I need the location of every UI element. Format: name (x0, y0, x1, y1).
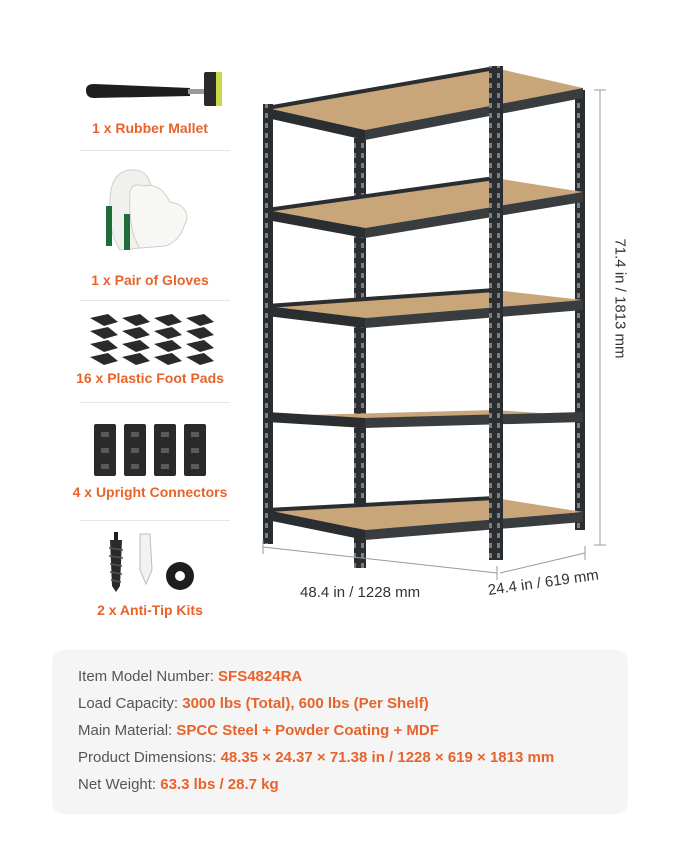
separator (80, 402, 230, 403)
separator (80, 300, 230, 301)
accessory-label-foot-pads: 16 x Plastic Foot Pads (76, 370, 224, 386)
accessory-label-mallet: 1 x Rubber Mallet (92, 120, 208, 136)
accessory-label-anti-tip: 2 x Anti-Tip Kits (97, 602, 203, 618)
height-dimension-label: 71.4 in / 1813 mm (611, 238, 629, 359)
gloves-icon (100, 162, 200, 262)
specs-card (52, 650, 628, 814)
rubber-mallet-icon (80, 68, 230, 112)
accessory-label-connectors: 4 x Upright Connectors (72, 484, 228, 500)
spec-load-capacity: Load Capacity: 3000 lbs (Total), 600 lbs (Per Shelf) (78, 695, 429, 712)
separator (80, 520, 230, 521)
spec-model: Item Model Number: SFS4824RA (78, 668, 303, 685)
accessory-label-gloves: 1 x Pair of Gloves (91, 272, 209, 288)
spec-material: Main Material: SPCC Steel + Powder Coating + MDF (78, 722, 439, 739)
separator (80, 150, 230, 151)
width-dimension-label: 48.4 in / 1228 mm (300, 584, 421, 601)
upright-connectors-icon (92, 422, 212, 478)
spec-weight: Net Weight: 63.3 lbs / 28.7 kg (78, 776, 279, 793)
foot-pads-icon (88, 312, 216, 366)
spec-dimensions: Product Dimensions: 48.35 × 24.37 × 71.38 in / 1228 × 619 × 1813 mm (78, 749, 555, 766)
dimension-lines (255, 85, 615, 585)
depth-dimension-label: 24.4 in / 619 mm (486, 566, 600, 599)
anti-tip-kit-icon (100, 530, 200, 592)
